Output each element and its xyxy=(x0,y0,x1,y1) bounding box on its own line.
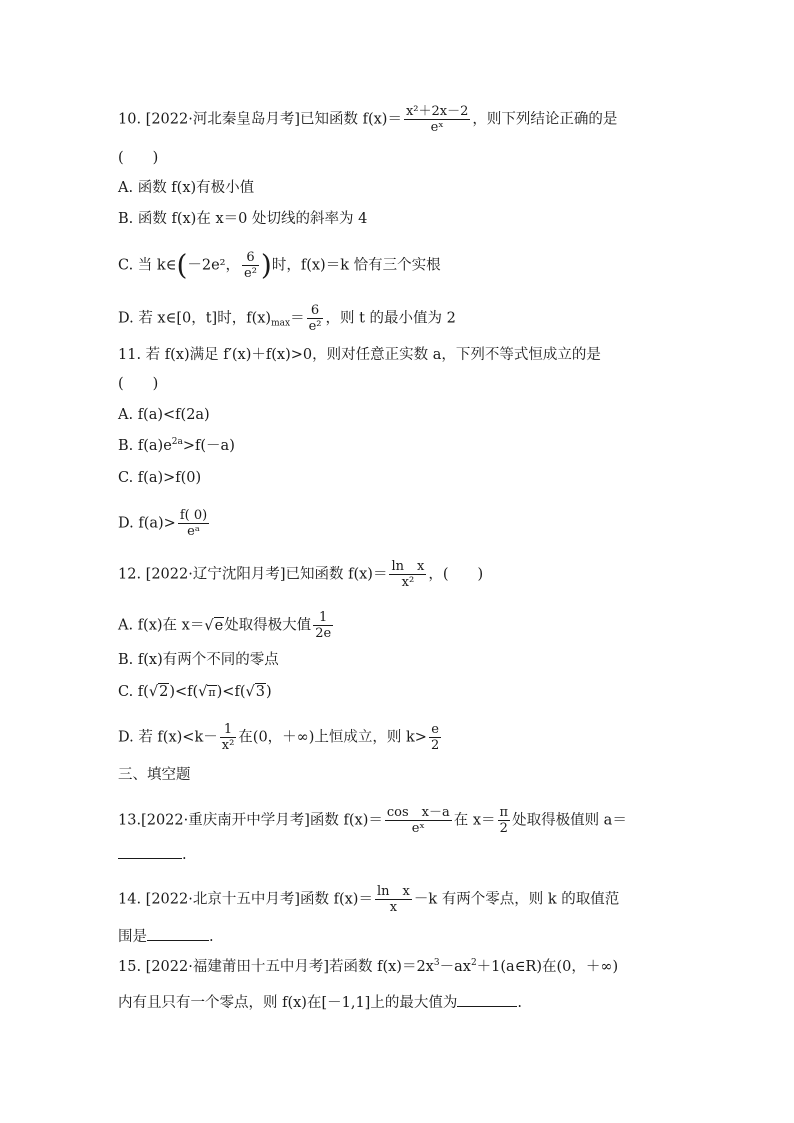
q15-blank[interactable] xyxy=(457,992,517,1007)
q14-stem: 14. [2022·北京十五中月考]函数 f(x)＝ $\frac{\text{ln x}}{x}$ －k 有两个零点，则 k 的取值范 xyxy=(118,884,620,915)
q11-stem: 11. 若 f(x)满足 f′(x)＋f(x)>0，则对任意正实数 a，下列不等式恒成立的是 xyxy=(118,347,601,363)
q13-blank[interactable] xyxy=(118,844,182,859)
q11-option-d: D. f(a)> $\frac{f( 0)}{\text{eᵃ}}$ xyxy=(118,508,208,539)
q10-fraction: $\frac{\text{x²＋2x－2}}{\text{eˣ}}$ xyxy=(405,104,469,135)
q10-answer-bracket: ( ) xyxy=(118,150,159,166)
section-heading-fill-in: 三、填空题 xyxy=(118,767,191,783)
q12-option-c: C. f(√2)<f(√π)<f(√3) xyxy=(118,684,272,700)
q10-stem-tail: ，则下列结论正确的是 xyxy=(472,111,618,128)
q10-stem xyxy=(118,104,617,135)
q10-option-c: C. 当 k∈(－2e²， $\frac{6}{\text{e²}}$ )时，f(x)＝k 恰有三个实根 xyxy=(118,248,441,282)
q10-stem-text: 10. [2022·河北秦皇岛月考]已知函数 f(x)＝ xyxy=(118,111,402,128)
q12-option-b: B. f(x)有两个不同的零点 xyxy=(118,652,279,668)
q10-option-d: D. 若 x∈[0，t]时，$f(x)_{max}=$ $\frac{6}{\text{e²}}$ ，则 t 的最小值为 2 xyxy=(118,303,456,334)
q12-option-a: A. f(x)在 x＝√e处取得极大值 $\frac{1}{2e}$ xyxy=(118,610,332,641)
q10-option-b: B. 函数 f(x)在 x＝0 处切线的斜率为 4 xyxy=(118,211,368,227)
q15-answer-line: 内有且只有一个零点，则 f(x)在[－1,1]上的最大值为 . xyxy=(118,992,522,1013)
q13-answer-line: . xyxy=(118,844,187,865)
q10-option-a: A. 函数 f(x)有极小值 xyxy=(118,180,255,196)
q14-answer-line: 围是 . xyxy=(118,926,214,947)
q14-blank[interactable] xyxy=(147,926,209,941)
q11-answer-bracket: ( ) xyxy=(118,376,159,392)
q15-stem: 15. [2022·福建莆田十五中月考]若函数 $f(x)=2x^3-ax^2+1(a\in R)$在(0，＋∞) xyxy=(118,958,619,975)
q13-stem: 13.[2022·重庆南开中学月考]函数 f(x)＝ $\frac{\text{cos x－a}}{\text{eˣ}}$ 在 x＝ $\frac{\pi}{2}$ 处取得极值则 a＝ xyxy=(118,805,627,836)
q12-option-d: D. 若 f(x)<k－ $\frac{1}{\text{x²}}$ 在(0，＋∞)上恒成立，则 k> $\frac{e}{2}$ xyxy=(118,722,440,753)
q11-option-a: A. f(a)<f(2a) xyxy=(118,407,210,423)
q11-option-b: B. $f(a)e^{2a}>f(-a)$ xyxy=(118,437,235,454)
q11-option-c: C. f(a)>f(0) xyxy=(118,470,202,486)
q12-stem: 12. [2022·辽宁沈阳月考]已知函数 f(x)＝ $\frac{\text{ln x}}{\text{x²}}$ ，( ) xyxy=(118,559,484,590)
